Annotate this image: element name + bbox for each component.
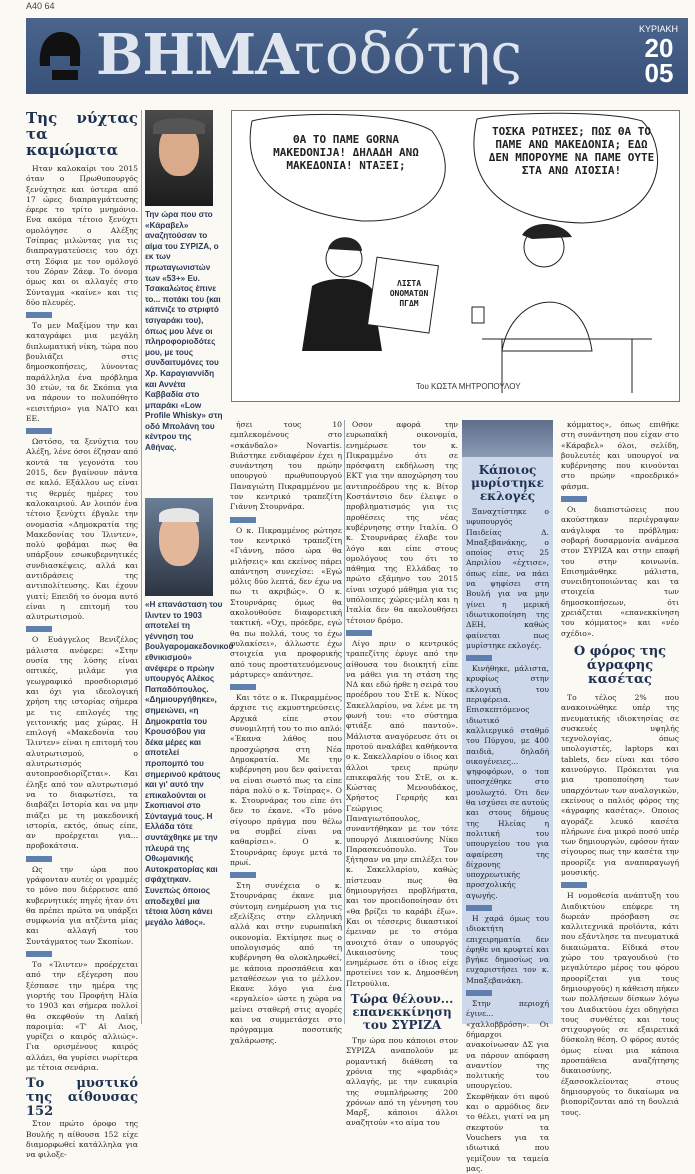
paragraph: Οσον αφορά την ευρωπαϊκή οικονομία, ενημέρωσε τον κ. Πικραμμένο ότι σε πρόσφατη εκδήλωση της ΕΚΤ για την αποχώρηση του αντιπροέδρου της κ. Βίτορ Κοστάντσιο δεν έλειψε ο προβληματισμός για τις προθέσεις της νέας κυβέρνησης στην Ιταλία. Ο κ. Στουρνάρας έλαβε τον λόγο και είπε στους ομολόγους του ότι το πάθημα της Ελλάδας το πρώτο εξάμηνο του 2015 είναι ισχυρό μάθημα για τις υπόλοιπες χώρες-μέλη και η Ιταλία δεν θα ακολουθήσει τέτοιον δρόμο. xyxy=(346,420,458,625)
paragraph: κόμματος», όπως επιθήκε στη συνάντηση που είχαν στο «Κάραβελ» όλοι, σελίδη, βουλευτές και υπουργοί να κυβέρνησης που κινούνται στο πρώην «προεδρικό» φάσμα. xyxy=(561,420,679,491)
paragraph: Οι διαπιστώσεις που ακούστηκαν περιέγραψαν ανάγλυφα το πρόβλημα: σοβαρή δυσαρμονία ανάμεσα στον ΣΥΡΙΖΑ και στην επαφή του στην κοινωνία. Επισημάνθηκε μάλιστα, συνειδητοποιώντας και τα στοιχεία των δημοσκοπήσεων, ότι χρειάζεται «επανεκκίνηση του κόμματος» και «νέο σχέδιο». xyxy=(561,505,679,638)
paragraph: Ως την ώρα που γράφονταν αυτές οι γραμμές το μόνο που διέρρευσε από κυβερνητικές πηγές ήταν ότι θα πρέπει πρώτα να υπάρξει συμφωνία για ατζέντα μίας και αλλαγή του Συντάγματος των Σκοπίων. xyxy=(26,864,138,946)
section-marker xyxy=(466,655,492,661)
column-divider xyxy=(344,420,345,1024)
section-marker xyxy=(346,630,372,636)
section-marker xyxy=(230,517,256,523)
list-sign: ΛΙΣΤΑ ΟΝΟΜΑΤΩΝ ΠΓΔΜ xyxy=(389,279,429,308)
greek-helmet-logo-icon xyxy=(34,26,84,84)
column-ecb xyxy=(346,420,458,1128)
paragraph: Και τότε ο κ. Πικραμμένος άρχισε τις εκμυστηρεύσεις. Αρχικά είπε στον συνομιλητή του το πιο απλό: «Έκανα λάθος που προσχώρησα στη Νέα Δημοκρατία. Με την κυβέρνηση μου δεν φαίνεται να είναι σωστό πως τα είπε πάρα πολύ ο κ. Τσίπρας». Ο κ. Στουρνάρας του είπε ότι δεν το έκανε. «Το μόνο σίγουρο πράγμα που θέλω να συμβεί είναι να καθαρίσει». Ο κ. Στουρνάρας έφυγε μετά το πρωί. xyxy=(230,693,342,867)
masthead-title-bold: ΒΗΜΑ xyxy=(96,22,298,88)
paragraph: Το «Ίλιντεν» προέρχεται από την εξέγερση που ξέσπασε την ημέρα της γιορτής του Προφήτη Ηλία το 1903 και σήμερα πολλοί θα σκεφθούν τη Λαϊκή παροιμία: «Τ' Αϊ Λιος, γυρίζει ο καιρός αλλιώς». Για ορισμένους καιρός αλλάει, θα γυρίσει νωρίτερα με τέτοια σενάρια. xyxy=(26,960,138,1073)
paragraph: Ηταν καλοκαίρι του 2015 όταν ο Πρωθυπουργός ξενύχτησε και ύστερα από 17 ώρες διαπραγμάτευσης έφερε το τρίτο μνημόνιο. Ενα ακόμα τέτοιο ξενύχτι ομολόγησε ο Αλέξης Τσίπρας μιλώντας για τις διαπραγματεύσεις του όχι στη Σόφια με τον ομόλογό του Ζόραν Ζάεφ. Το όνομα όμως και οι αλλαγές στο Σύνταγμα «καίνε» και τις δύο πλευρές. xyxy=(26,164,138,307)
page-number: A40 64 xyxy=(26,1,55,11)
paragraph: Λίγο πριν ο κεντρικός τραπεζίτης έφυγε από την αίθουσα του διοικητή είπε να μάθει για τη στάση της ΝΔ και εδώ ήρθε η σειρά του προέδρου του ΣτΕ κ. Νίκος Σακελλαρίου, να λένε με τη φωνή του: «το σύστημα φτιάξε από παντού». Μάλιστα αναγόρευσε ότι οι προτού αναλάβει καθήκοντα ο κ. Σακελλαρίου ο ίδιος και άλλοι τρεις πρώην επικεφαλής του ΣτΕ, οι κ. Κώστας Μενουδάκος, Χρήστος Γεραρής και Γεώργιος Παναγιωτόπουλος, συναντήθηκαν με τον τότε υπουργό Δικαιοσύνης Νίκο Παρασκευόπουλο. Τον ξήτησαν να μην επιλέξει τον κ. Σακελλαρίου, καθώς πίστευαν πως θα δημιουργήσει προβλήματα, και τον προειδοποίησαν ότι «θα βρίζει το καράβι έξω». Και οι τέσσερις δικαστικοί έμειναν με το στόμα ανοιχτό όταν ο υπουργός Δικαιοσύνης τους ενημέρωσε ότι ο ίδιος είχε προτείνει τον κ. Δημοσθένη Πετρούλια. xyxy=(346,638,458,988)
quote-papadopoulos: «Η επανάσταση του Ιλιντεν το 1903 αποτελεί τη γέννηση του βουλγαρομακεδονικού εθνικισμού» ανέφερε ο πρώην υπουργός Αλέκος Παπαδόπουλος. «Δημιουργήθηκε», σημειώνει, «η Δημοκρατία του Κρουσόβου για δέκα μέρες και αποτελεί προπομπό του σημερινού κράτους και γι' αυτό την επικαλούνται οι Σκοπιανοί στο Σύνταγμά τους. Η Ελλάδα τότε συντάχθηκε με την πλευρά της Οθωμανικής Αυτοκρατορίας και σφάχτηκαν. Συνεπώς όποιος αποδεχθεί μια τέτοια λύση κάνει μεγάλο λάθος». xyxy=(145,600,234,927)
paragraph: Κινήθηκε, μάλιστα, κρυφίως στην εκλογική του περιφέρεια. Επισκεπτόμενος ιδιωτικό καλλιεργικό σταθμό του Πύργου, με 400 παιδιά, δηλαδή οικογένειες... ψηφοφόρων, ο τοπ υποσχέθηκε στο μουλωχτό. Ότι δεν θα ισχύσει σε αυτούς και στους δήμους της Ηλείας η πολιτική του υπουργείου του για αφαίρεση της δίχρονης υποχρεωτικής προσχολικής αγωγής. xyxy=(466,664,549,900)
headline-room-152: Το μυστικό της αίθουσας 152 xyxy=(26,1076,138,1120)
paragraph: Η χαρά όμως του ιδιοκτήτη επιχειρηματία δεν έφηθε να κρυφτεί και βγήκε δημοσίως να ευχαριστήσει τον κ. Μπαξεβανάκη. xyxy=(466,913,549,985)
section-marker xyxy=(26,856,52,862)
column-elections xyxy=(466,460,549,1173)
section-marker xyxy=(561,496,587,502)
section-marker xyxy=(26,951,52,957)
paragraph: Το μεν Μαξίμου την και καταγράφει μια μεγάλη διπλωματική νίκη, τώρα που βουλιάζει στις δημοσκοπήσεις, λύνοντας παράλληλα ένα πρόβλημα 30 ετών, τα δε Σκόπια για να πάρουν το πολυπόθητο «εισιτήριο» για ΝΑΤΟ και ΕΕ. xyxy=(26,321,138,423)
section-marker xyxy=(26,626,52,632)
left-column xyxy=(26,109,138,1160)
section-marker xyxy=(561,882,587,888)
caption-karavel: Την ώρα που στο «Κάραβελ» αναζητούσαν το αίμα του ΣΥΡΙΖΑ, ο εκ των πρωταγωνιστών των «53+» Ευ. Τσακαλώτος έπινε το... ποτάκι του (και κάπνιζε το στριφτό τσιγαράκι του), όπως μου λένε οι πληροφοριοδότες μου, με τους συνδαιτυμόνες του Χρ. Καραγιαννίδη και Αννέτα Καββαδία στο μπαράκι «Low Profile Whisky» στη οδό Μπολάνη του κέντρου της Αθήνας. xyxy=(145,210,223,453)
speech-bubble-right: ΤΟΣΚΑ ΡΩΤΗΣΕΣ; ΠΩΣ ΘΑ ΤΟ ΠΑΜΕ ΑΝΩ ΜΑΚΕΔΟΝΙΑ; ΕΔΩ ΔΕΝ ΜΠΟΡΟΥΜΕ ΝΑ ΠΑΜΕ ΟΥΤΕ ΣΤΑ ΑΝΩ ΛΙΟΣΙΑ! xyxy=(488,125,655,177)
column-stournaras xyxy=(230,420,342,1045)
headline-elections: Κάποιος μυρίστηκε εκλογές xyxy=(471,463,544,503)
paragraph: Την ώρα που κάποιοι στον ΣΥΡΙΖΑ αναπολούν με ρομαντική διάθεση τα χρόνια της «φαρδιάς» αλλαγής, με την ευκαιρία της συμπλήρωσης 200 χρόνων από τη γέννηση του Μαρξ, κάποιοι άλλοι αναζητούν «το αίμα του xyxy=(346,1036,458,1128)
headline-night: Της νύχτας τα καμώματα xyxy=(26,109,138,159)
box-header-image xyxy=(462,420,553,457)
speech-bubble-left: ΘΑ ΤΟ ΠΑΜΕ GORNA MAKEDONIJA! ΔΗΛΑΔΗ ΑΝΩ ΜΑΚΕΔΟΝΙΑ! ΝΤΑΞΕΙ; xyxy=(273,133,419,172)
headline-restart-syriza: Τώρα θέλουν... επανεκκίνηση του ΣΥΡΙΖΑ xyxy=(350,992,454,1033)
section-marker xyxy=(26,312,52,318)
paragraph: Στον πρώτο όροφο της Βουλής η αίθουσα 152 είχε διαμορφωθεί κατάλληλα για να φιλοξε- xyxy=(26,1119,138,1160)
section-marker xyxy=(230,684,256,690)
paragraph: Ξαναχτίστηκε ο υφυπουργός Παιδείας Δ. Μπαξεβανάκης, ο οποίος στις 25 Απριλίου «έχτισε», όπως είπε, να πάει να ψηφίσει στη Βουλή για να μην γίνει η μερική ιδιωτικοποίηση της ΔΕΗ, καθώς φαίνεται πως μυρίστηκε εκλογές. xyxy=(466,507,549,650)
paragraph: Στη συνέχεια ο κ. Στουρνάρας έκανε μια σύντομη ενημέρωση για τις εξελίξεις στην ελληνική αλλά και στην ευρωπαϊκή οικονομία. Εκτίμησε πως ο υπολογισμός από τη κυβέρνηση θα ολοκληρωθεί, με κάποια προσπάθεια και μεταθέσεων για το μέλλον. Εκανε λόγο για ένα «εργαλείο» ώστε η χώρα να μείνει σταθερή στις αγορές και να συμμετάσχει στο πρόγραμμα ποσοτικής χαλάρωσης. xyxy=(230,881,342,1045)
cartoon-credit: Του ΚΩΣΤΑ ΜΗΤΡΟΠΟΥΛΟΥ xyxy=(416,382,521,391)
paragraph: Το τέλος 2% που ανακοινώθηκε υπέρ της πνευματικής ιδιοκτησίας σε συσκευές υψηλής τεχνολογίας, όπως υπολογιστές, laptops και tablets, δεν είναι και τόσο καινούργιο. Πρόκειται για μια τροποποίηση των υπαρχόντων των αναλογικών, εκείνους ο παλιός φόρος της «άγραφης κασέτας». Οποιος αγοράζε λευκό κασέτα πλήρωνε ένα μικρό ποσό υπέρ των δημιουργών, εφόσον ήταν σίγουρος πως την κασέτα την προορίζε για αναπαραγωγή μουσικής. xyxy=(561,692,679,877)
paragraph: Ωστόσο, τα ξενύχτια του Αλέξη, λένε όσοι έζησαν από κοντά τα γεγονότα του 2015, δεν βγαίνουν πάντα σε καλό. Εξάλλου ως είναι τις θερμές ημέρες του καλοκαιριού. Αν λοιπόν ένα τέτοιο ξενύχτι έβγαλε την ονομασία «Δημοκρατία της Μακεδονίας του Ίλιντεν», πολύ φοβάμαι πως θα υπάρξουν εσωκυβερνητικές συνδιασκέψεις, αλλά και αντιδράσεις της αντιπολίτευσης. Και έχουν γιατί; Επειδή το όνομα αυτό είναι η επιτομή του αλυτρωτισμού. xyxy=(26,437,138,622)
paragraph: Ο κ. Πικραμμένος ρώτησε τον κεντρικό τραπεζίτη «Γιάννη, πόσο ώρα θα μιλήσεις» και εκείνος πάρει απάντηση συνεχίσε: «Εγώ μόλις δύο λεπτά, δεν έχω να πω τι ακριβώς». Ο κ. Στουρνάρας όμως θα ακολουθούσε διαφορετική τακτική. «Όχι, πρόεδρε, εγώ θα πω πολλά, τους το έχω φυλακίσει», άλλωστε έχω στοιχεία για προφορικής από τους προστατευόμενους μάρτυρες» απάντησε. xyxy=(230,525,342,679)
paragraph: Ο Ευάγγελος Βενιζέλος μάλιστα ανέφερε: «Στην ουσία της λύσης είναι οπτικές, μιλάμε για γεωγραφικό προσδιορισμό και όχι για ιδεολογική χρήση της ιστορίας σήμερα με τις επιλογές της γειτονικής μας χώρας. Η επιλογή «Μακεδονία του Ίλιντεν» είναι η επιτομή του αλυτρωτισμού, ο αλυτρωτισμός αυτοπροσδιορίζεται». Και έληξε από τον αλυτρωτισμό να το διαφωτίσει, τα διαβάζει Ιστορία και να μην πιάζει με τη μακεδονική ιστορία, εκτός, όπως είπε, αν προέρχεται για... προβοκάτσια. xyxy=(26,635,138,851)
masthead-year: 20 05 xyxy=(644,33,674,88)
section-marker xyxy=(466,905,492,911)
headline-cassette-tax: Ο φόρος της άγραφης κασέτας xyxy=(573,643,667,687)
section-marker xyxy=(230,872,256,878)
masthead xyxy=(26,18,688,94)
paragraph: Η νομοθεσία ανάπτυξη του Διαδικτύου επέφερε τη δωρεάν πρόσβαση σε καλλιτεχνικά προϊόντα, κάτι που εξάντλησε τα πνευματικά δικαιώματα. Είδικά στον χώρο του τραγουδιού (το μεγαλύτερο μέρος του φόρου προορίζεται για τους δημιουργούς) η κάθειση πήκεν των πολλήσεων δίσκων λόγω του Διαδικτύου έχει οδηγήσει τους συνθέτες και τους στιχουργούς σε εξαιρετικά δύσκολη θέση. Ο φόρος αυτός όμως είναι μια κάποια προσπάθεια αναζήτησης δικαιοσύνης, έξασσοκλείοντας στους δημιουργούς το δικαίωμα να βιοπορίζονται από τη δουλειά τους. xyxy=(561,891,679,1117)
paragraph: Στην περιοχή έγινε... «χαλλοββρόση». Οι δήμαρχοι ανακοίνωσαν ΔΣ για να πάρουν απόφαση αναντίον της πολιτικής του υπουργείου. Σκεφθήκαν ότι αφού και ο αρμόδιος δεν το θέλει, γιατί να μη σκεφτούν τα Vouchers για τα ιδιωτικά που γεμίζουν τα ταμεία μας. xyxy=(466,999,549,1173)
column-divider xyxy=(141,110,142,1024)
portrait-photo-papadopoulos xyxy=(145,498,213,596)
cartoon xyxy=(231,110,680,402)
section-marker xyxy=(466,990,492,996)
masthead-day: ΚΥΡΙΑΚΗ xyxy=(638,24,678,34)
section-marker xyxy=(26,428,52,434)
portrait-photo-tsakalotos xyxy=(145,110,213,206)
column-cassette-tax xyxy=(561,420,679,1117)
masthead-title-light: τοδότης xyxy=(294,22,523,87)
paragraph: ήσει τους 10 εμπλεκομένους στο «σκάνδαλο» Novartis. Βιάστηκε ενδιαφέρον έχει η συνάντηση του πρώην υπουργού πρωθυπουργού Παναγιώτη Πικραμμένου με τον κεντρικό τραπεζίτη Γιάννη Στουρνάρα. xyxy=(230,420,342,512)
